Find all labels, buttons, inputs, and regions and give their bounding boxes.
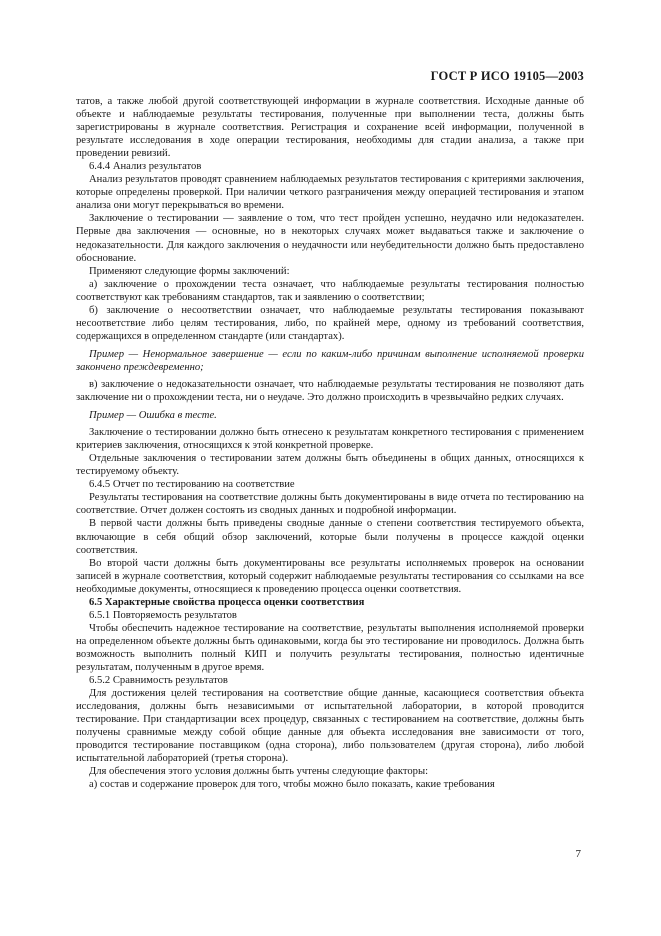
paragraph: а) состав и содержание проверок для того, чтобы можно было показать, какие требования xyxy=(89,779,495,791)
paragraph: татов, а также любой другой соответствующей информации в журнале соответствия. Исходные данные об объекте и наблюдаемые результаты тестирования, полученные при выполнении теста, должны быть зарегистрированы в журнале соответствия. Регистрация и сохранение всей информации, полученной в результате исследования в ходе операции тестирования, необходимы для стадии анализа, а также при проведении ревизий. xyxy=(76,96,584,160)
paragraph: Применяют следующие формы заключений: xyxy=(89,265,290,277)
paragraph: Заключение о тестировании должно быть отнесено к результатам конкретного тестирования с применением критериев заключения, относящихся к этой конкретной проверке. xyxy=(76,427,584,452)
paragraph: б) заключение о несоответствии означает, что наблюдаемые результаты тестирования показывают несоответствие либо целям тестирования, либо, по крайней мере, одному из требований соответствия, содержащихся в определенном стандарте (или стандартах). xyxy=(76,304,584,342)
page-number: 7 xyxy=(575,848,581,860)
paragraph: Во второй части должны быть документированы все результаты исполняемых проверок на основании записей в журнале соответствия, который содержит наблюдаемые результаты тестирования со ссылками на все необходимые документы, относящиеся к проведению процесса оценки соответствия. xyxy=(76,557,584,595)
example-note: Пример — Ошибка в тесте. xyxy=(89,410,217,422)
section-heading: 6.5 Характерные свойства процесса оценки соответствия xyxy=(89,596,365,608)
paragraph: в) заключение о недоказательности означает, что наблюдаемые результаты тестирования не позволяют дать заключение ни о прохождении теста, ни о неудаче. Это должно происходить в чрезвычайно редких случаях. xyxy=(76,378,584,404)
paragraph: 6.4.4 Анализ результатов xyxy=(89,161,202,173)
paragraph: 6.5.2 Сравнимость результатов xyxy=(89,675,228,687)
paragraph: Чтобы обеспечить надежное тестирование на соответствие, результаты выполнения исполняемой проверки на определенном объекте должны быть одинаковыми, когда бы это тестирование ни проводилось. Должна быть возможность выполнить полный КИП и получить результаты тестирования, полностью идентичные результатам, полученным в другое время. xyxy=(76,622,584,673)
paragraph: 6.4.5 Отчет по тестированию на соответствие xyxy=(89,479,295,491)
paragraph: Для достижения целей тестирования на соответствие общие данные, касающиеся соответствия объекта исследования, должны быть независимыми от испытательной лаборатории, в которой проводится тестирование. При стандартизации всех процедур, связанных с тестированием на соответствие, должны быть получены сравнимые между собой общие данные для объекта исследования вне зависимости от того, проводится тестирование поставщиком (одна сторона), либо пользователем (другая сторона), либо любой испытательной лабораторией (третья сторона). xyxy=(76,688,584,765)
paragraph: Анализ результатов проводят сравнением наблюдаемых результатов тестирования с критериями заключения, которые определены проверкой. При наличии четкого разграничения между операцией тестирования и этапом анализа они могут перекрываться во времени. xyxy=(76,174,584,212)
paragraph: а) заключение о прохождении теста означает, что наблюдаемые результаты тестирования полностью соответствуют как требованиям стандартов, так и заявлению о соответствии; xyxy=(76,278,584,303)
document-header: ГОСТ Р ИСО 19105—2003 xyxy=(430,69,584,83)
paragraph: В первой части должны быть приведены сводные данные о степени соответствия тестируемого объекта, включающие в себя общий обзор заключений, которые были получены в процессе каждой оценки соответствия. xyxy=(76,518,584,556)
paragraph: 6.5.1 Повторяемость результатов xyxy=(89,609,237,621)
paragraph: Заключение о тестировании — заявление о том, что тест пройден успешно, неудачно или недоказателен. Первые два заключения — основные, но в некоторых случаях может выдаваться также и заключение о недоказательности. Для каждого заключения о неудачности или неубедительности должно быть предоставлено обоснование. xyxy=(76,213,584,264)
document-body xyxy=(76,95,584,791)
paragraph: Отдельные заключения о тестировании затем должны быть объединены в общих данных, относящихся к тестируемому объекту. xyxy=(76,453,584,478)
example-note: Пример — Ненормальное завершение — если по каким-либо причинам выполнение исполняемой проверки закончено преждевременно; xyxy=(76,348,584,373)
paragraph: Для обеспечения этого условия должны быть учтены следующие факторы: xyxy=(89,766,429,778)
paragraph: Результаты тестирования на соответствие должны быть документированы в виде отчета по тестированию на соответствие. Отчет должен состоять из сводных данных и подробной информации. xyxy=(76,492,584,517)
